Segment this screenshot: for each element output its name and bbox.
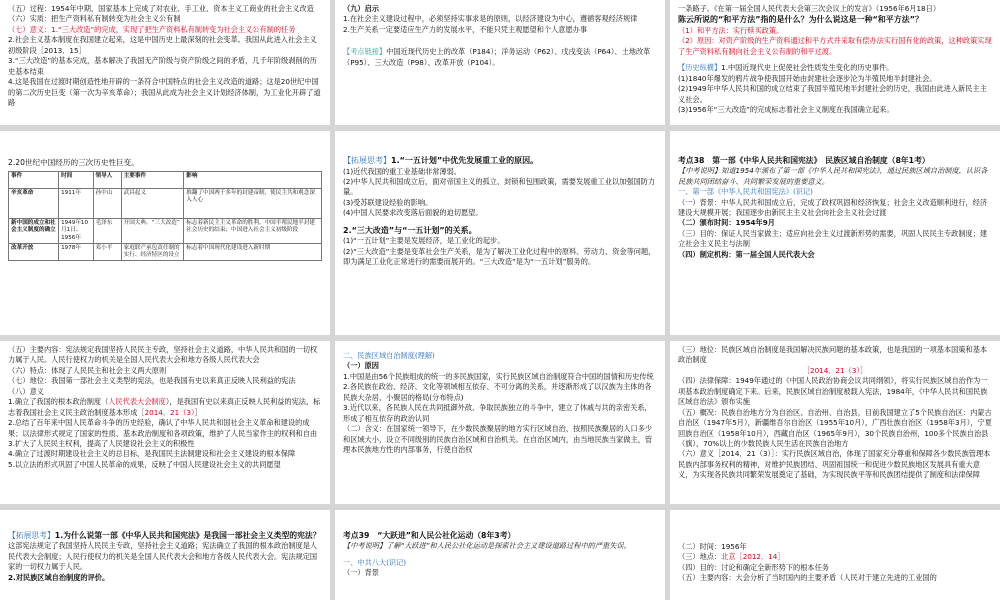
text-line: 3.扩大了人民民主权利，提高了人民建设社会主义的积极性: [8, 438, 195, 448]
table-row: 改革开放 1978年 邓小平 家庭联产承包责任制的实行、经济特区的设立 标志着中国现代化建设进入新时期: [9, 243, 322, 261]
table-row: 新中国的成立和社会主义制度的确立 1949年10月1日、1956年 毛泽东 开国大典、“三大改造” 标志着新民主主义革命的胜利，中国半殖民地半封建社会历史的结束；中国进入社会主义初级阶段: [9, 219, 322, 244]
table-row: 辛亥革命 1911年 孙中山 武昌起义 推翻了中国两千多年的封建帝制，使民主共和观念深入人心: [9, 189, 322, 219]
text-line: 2.各民族在政治、经济、文化等领域相互依存、不可分离的关系，并逐渐形成了以汉族为主体的各民族大杂居、小聚居的格局(分布特点): [343, 382, 652, 402]
table-header-row: 事件 时间 领导人 主要事件 影响: [9, 172, 322, 189]
slide-1: [0, 0, 330, 125]
answer-line: （2）原因：对资产阶级的生产资料通过和平方式并采取有偿办法实行国有化的政策，这种政策实现了生产资料私有制向社会主义公有制的和平过渡。: [678, 36, 992, 56]
text-line: 4.确立了过渡时期建设社会主义的总目标，是我国民主法制建设和社会主义建设的根本保障: [8, 449, 296, 459]
text-line: （七）意义：1.“三大改造”的完成，实现了把生产资料私有制转变为社会主义公有制的任务: [8, 24, 296, 34]
text-line: （二）颁布时间：1954年9月: [678, 218, 775, 228]
text-line: （一）背景：中华人民共和国成立后，完成了政权巩固和经济恢复；社会主义改造顺利进行，经济建设大规模开展；我国逐步由新民主主义社会向社会主义社会过渡: [678, 197, 988, 218]
slide-6: [670, 131, 1000, 335]
text-line: （三）目的：保证人民当家做主；适应向社会主义过渡新形势的需要，巩固人民民主专政制度；建立社会主义民主与法制: [678, 228, 988, 249]
question: 1.“一五计划”中优先发展重工业的原因。: [391, 156, 539, 165]
slide-9: [670, 341, 1000, 504]
text-line: （三）地位：民族区域自治制度是我国解决民族问题的基本政策，也是我国的一项基本国策和基本政治制度: [678, 345, 988, 365]
text-line: 4.这是我国在过渡时期创造性地开辟的一条符合中国特点的社会主义改造的道路；这是20世纪中国的第二次历史巨变（第一次为辛亥革命）；我国从此成为社会主义计划经济体制，为工业化开辟了道路: [8, 77, 321, 107]
text-line: （五）主要内容：大会分析了当时国内的主要矛盾（人民对于建立先进的工业国的: [678, 573, 937, 583]
highlight-term: 人民代表大会制度: [108, 397, 166, 407]
tag-label: 【拓展思考】: [343, 156, 391, 165]
text-line: 2.社会主义基本制度在我国建立起来，这是中国历史上最深刻的社会变革。我国从此进入社会主义初级阶段［2013．15］: [8, 35, 317, 55]
table-title: 2.20世纪中国经历的三次历史性巨变。: [8, 158, 139, 167]
text-line: 1.在社会主义建设过程中，必须坚持实事求是的原则，以经济建设为中心，遵循客观经济规律: [343, 14, 638, 24]
answer-line: (1)“一五计划”主要是发展经济，是工业化的起步。: [343, 236, 505, 246]
text-line: (2)1949年中华人民共和国的成立结束了我国半殖民地半封建社会的历史，我国由此进入新民主主义社会。: [678, 84, 987, 104]
slide-7: （五）主要内容：宪法规定我国坚持人民民主专政，坚持社会主义道路，中华人民共和国的一切权力属于人民。人民行使权力的机关是全国人民代表大会和地方各级人民代表大会 （六）特点：体现了人民民主和社会主义两大原则 （七）地位：我国第一部社会主义类型的宪法，也是我国有史以来真正反映人民利益的宪法 （八）意义 1.确立了我国的根本政治制度（人民代表大会制度），是我国有史以来真正反映人民利益的宪法，标志着我国社会主义民主政治制度基本形成［2014．21（3）］ 2.总结了百年来中国人民革命斗争的历史经验，确认了中华人民共和国社会主义革命和建设的成果；以法律形式规定了国家的性质、基本政治制度和各项政策，维护了人民当家作主的权利和自由 3.扩大了人民民主权利，提高了人民建设社会主义的积极性 4.确立了过渡时期建设社会主义的总目标，是我国民主法制建设和社会主义建设的根本保障 5.以立法的形式巩固了中国人民革命的成果，反映了中国人民建设社会主义的共同愿望: [0, 341, 330, 504]
tag-label: 【拓展思考】: [8, 531, 55, 540]
text-line: （四）制定机构：第一届全国人民代表大会: [678, 249, 815, 259]
text-line: 3.近代以来，各民族人民在共同抵御外敌、争取民族独立的斗争中，建立了休戚与共的亲密关系，形成了相互依存的政治认同: [343, 403, 652, 423]
text-line: （四）目的：讨论和确定全新形势下的根本任务: [678, 562, 829, 572]
text-line: （六）意义［2014．21（3）］：实行民族区域自治，体现了国家充分尊重和保障各少数民族管理本民族内部事务权利的精神，对维护民族团结、巩固祖国统一和促进少数民族地区发展具有重大意义，为实现各民族共同繁荣发展奠定了基础，为实现民族平等和民族团结提供了制度和法律保障: [678, 449, 991, 480]
slide-8: [335, 341, 665, 504]
answer-line: (3)受苏联建设经验的影响。: [343, 197, 433, 207]
question: 2.对民族区域自治制度的评价。: [8, 572, 110, 582]
subsection-heading: 一、第一部《中华人民共和国宪法》(识记): [678, 187, 813, 197]
question: 陈云所说的“和平方法”指的是什么？为什么说这是一种“和平方法”？: [678, 15, 924, 25]
exam-year: 2014．21（3）: [144, 407, 195, 417]
text-line: （七）地位：我国第一部社会主义类型的宪法，也是我国有史以来真正反映人民利益的宪法: [8, 376, 296, 386]
section-heading: （九）启示: [343, 4, 379, 13]
text-line: 2.生产关系一定要适应生产力的发展水平，不能只凭主观愿望和个人意愿办事: [343, 24, 588, 34]
text-line: 2.总结了百年来中国人民革命斗争的历史经验，确认了中华人民共和国社会主义革命和建设的成果；以法律形式规定了国家的性质、基本政治制度和各项政策，维护了人民当家作主的权利和自由: [8, 418, 318, 438]
exam-year: 北京［2012．14］: [721, 552, 785, 562]
answer-line: (4)中国人民要求改变落后面貌的迫切愿望。: [343, 208, 483, 218]
answer-line: (2)“三大改造”主要是变革社会生产关系，是为了解决工业化过程中的原料、劳动力、资金等问题，即为满足工业化正常进行的需要而展开的。“三大改造”是为“一五计划”服务的。: [343, 246, 656, 267]
link-tag: 【考点链接】: [343, 47, 387, 57]
slide-5: [335, 131, 665, 335]
tag-label: 【历史纵横】: [678, 63, 722, 73]
text-line: 1.中国近现代史上促使社会性质发生变化的历史事件。: [721, 63, 894, 73]
slide-4: [0, 131, 330, 335]
topic-heading: 考点39 “大跃进”和人民公社化运动（8年3考）: [343, 531, 516, 540]
answer-line: (2)中华人民共和国成立后，面对帝国主义的孤立、封锁和包围政策，需要发展重工业以加强国防力量。: [343, 177, 656, 197]
text-line: （一）背景: [343, 568, 379, 578]
text-line: （五）主要内容：宪法规定我国坚持人民民主专政，坚持社会主义道路，中华人民共和国的一切权力属于人民。人民行使权力的机关是全国人民代表大会和地方各级人民代表大会: [8, 345, 318, 365]
slide-2: [335, 0, 665, 125]
text-line: 1.中国是由56个民族组成的统一的多民族国家，实行民族区域自治制度符合中国的国情和历史传统: [343, 371, 654, 381]
exam-year: ［2014．21（3）］: [802, 365, 868, 375]
question: 2.“三大改造”与“一五计划”的关系。: [343, 225, 477, 235]
topic-heading: 考点38 第一部《中华人民共和国宪法》 民族区域自治制度（8年1考）: [678, 156, 930, 165]
text-line: （八）意义: [8, 386, 44, 396]
text-line: 3.“三大改造”的基本完成，基本解决了我国无产阶级与资产阶级之间的矛盾，几千年阶级剥削的历史基本结束: [8, 56, 317, 76]
text-line: (3)1956年“三大改造”的完成标志着社会主义制度在我国确立起来。: [678, 105, 894, 115]
text-line: （二）含义：在国家统一领导下，在少数民族聚居的地方实行区域自治，按照民族聚居的人口多少和区域大小，设立不同级别的民族自治区域和自治机关。在自治区域内，由当地民族当家做主，管理本民族地方性的内部事务，行使自治权: [343, 424, 653, 454]
text-line: （五）过程：1954年中期，国家基本上完成了对农业、手工业、资本主义工商业的社会主义改造: [8, 4, 314, 13]
slide-3: [670, 0, 1000, 125]
link-text: 中国近现代历史上的改革（P184）；洋务运动（P62）、戊戌变法（P64）、土地改革（P95）、三大改造（P98）、改革开放（P104）。: [343, 47, 651, 67]
text-line: （二）时间：1956年: [678, 542, 747, 551]
answer-line: （1）和平方法：实行赎买政策。: [678, 26, 784, 36]
text-line: （四）法律保障：1949年通过的《中国人民政治协商会议共同纲领》，将实行民族区域自治作为一项基本政治制度确定下来。后来，民族区域自治制度被载入宪法，1984年，《中华人民共和国民族区域自治法》颁布实施: [678, 376, 988, 407]
subsection-heading: 二、民族区域自治制度(理解): [343, 351, 435, 360]
text-line: 5.以立法的形式巩固了中国人民革命的成果，反映了中国人民建设社会主义的共同愿望: [8, 459, 281, 469]
subsection-heading: 一、中共八大(识记): [343, 557, 407, 567]
exam-requirement: 【中考说明】了解“大跃进”和人民公社化运动是探索社会主义建设道路过程中的严重失误。: [343, 541, 631, 551]
history-table: [8, 171, 322, 261]
text-line: 一条路子。《在第一届全国人民代表大会第三次会议上的发言》（1956年6月18日）: [678, 4, 941, 13]
text-line: （一）原因: [343, 361, 379, 371]
text-line: （五）概况：民族自治地方分为自治区、自治州、自治县，目前我国建立了5个民族自治区：内蒙古自治区（1947年5月），新疆维吾尔自治区（1955年10月），广西壮族自治区（1958年3月），宁夏回族自治区（1958年10月），西藏自治区（1965年9月），30个民族自治州，100多个民族自治县（旗），70%以上的少数民族人民生活在民族自治地方: [678, 407, 992, 448]
exam-requirement: 【中考说明】知道1954年颁布了第一部《中华人民共和国宪法》，通过民族区域自治制度，认识各民族共同团结奋斗、共同繁荣发展的重要意义。: [678, 166, 988, 186]
answer-line: (1)近代我国的重工业基础非常薄弱。: [343, 166, 461, 176]
text-line: （六）特点：体现了人民民主和社会主义两大原则: [8, 365, 167, 375]
slide-11: [335, 510, 665, 600]
answer-line: 这部宪法规定了我国坚持人民民主专政，坚持社会主义道路；宪法确立了我国的根本政治制度是人民代表大会制度；人民行使权力的机关是全国人民代表大会和地方各级人民代表大会。宪法规定国家的一切权力属于人民。: [8, 541, 318, 572]
text-line: (1)1840年爆发的鸦片战争使我国开始由封建社会逐步沦为半殖民地半封建社会。: [678, 73, 937, 83]
slide-10: [0, 510, 330, 600]
question: 1.为什么说第一部《中华人民共和国宪法》是我国一部社会主义类型的宪法？: [54, 531, 321, 540]
text-line: （六）实质：把生产资料私有制转变为社会主义公有制: [8, 14, 181, 24]
slide-12: （二）时间：1956年 （三）地点：北京［2012．14］ （四）目的：讨论和确定全新形势下的根本任务 （五）主要内容：大会分析了当时国内的主要矛盾（人民对于建立先进的工业国的: [670, 510, 1000, 600]
